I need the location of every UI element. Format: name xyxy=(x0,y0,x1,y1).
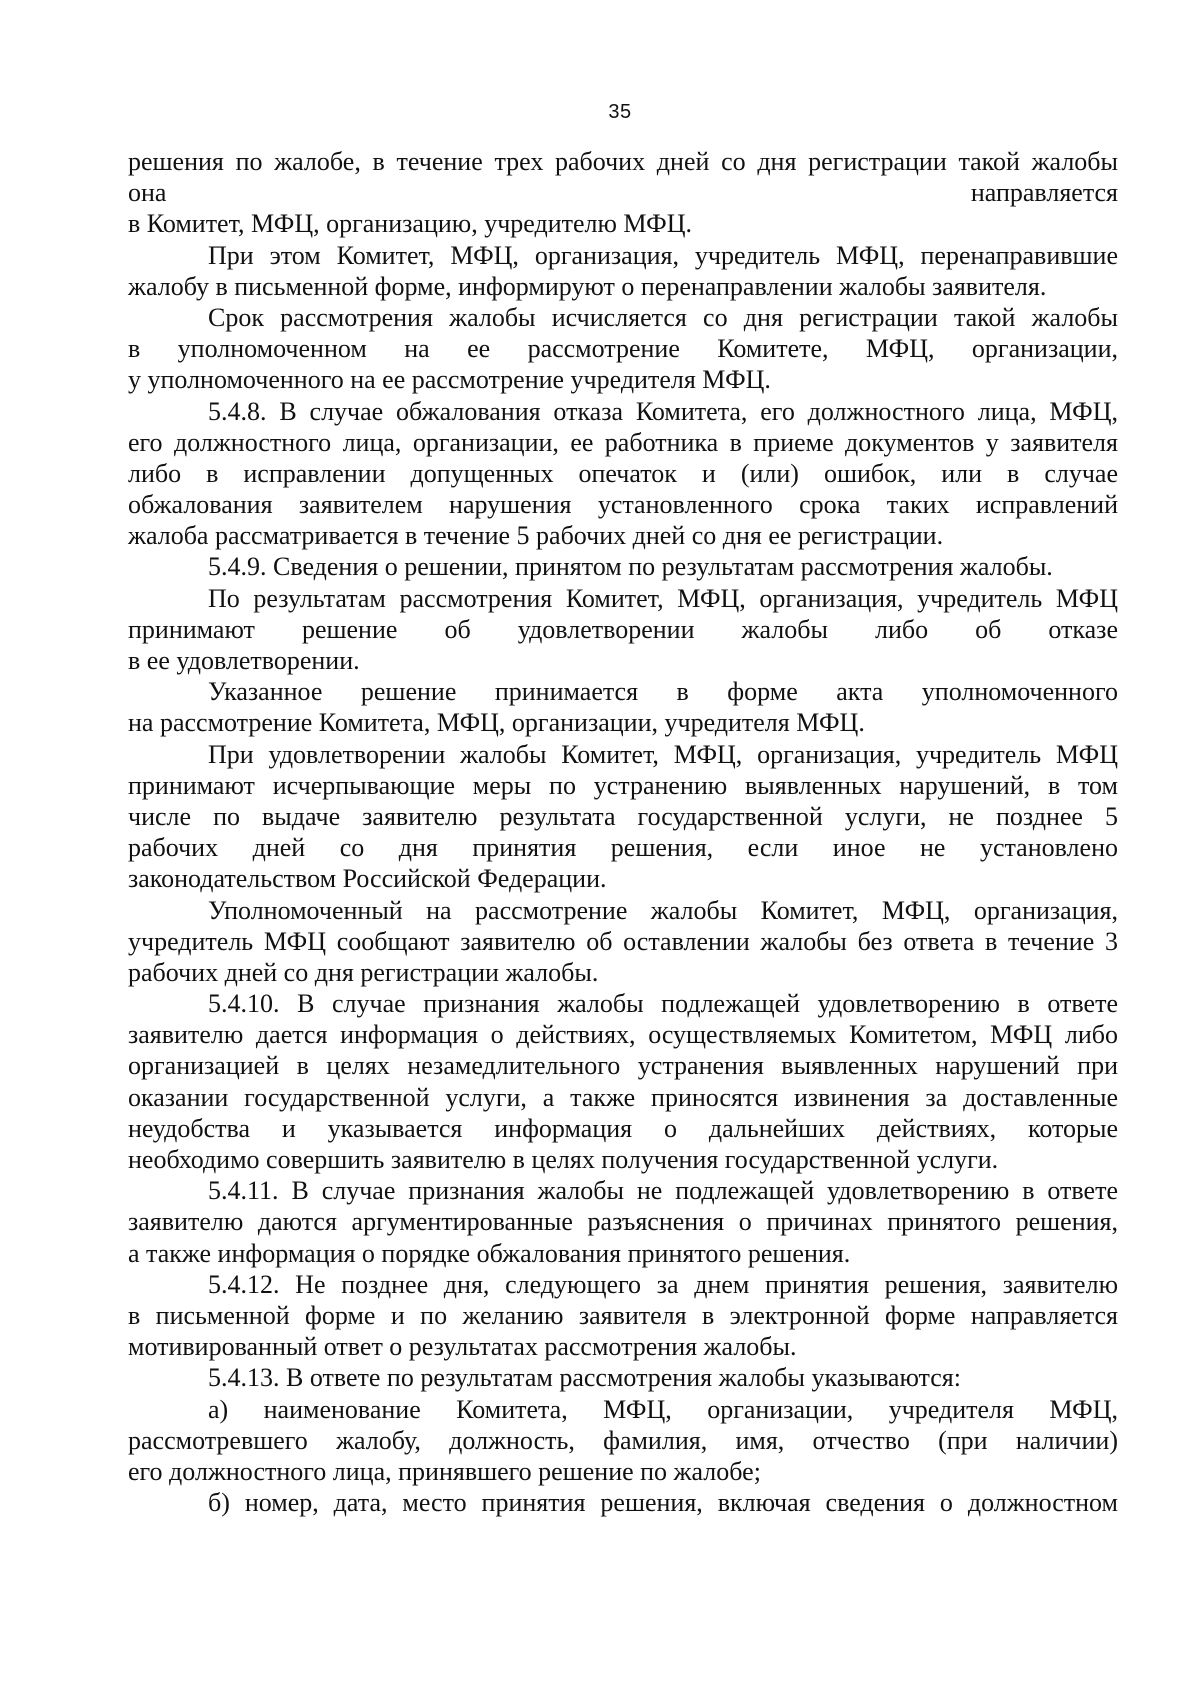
text-line: рассмотревшего жалобу, должность, фамилия, имя, отчество (при наличии) xyxy=(128,1425,1118,1455)
text-line: на рассмотрение Комитета, МФЦ, организации, учредителя МФЦ. xyxy=(128,708,865,738)
text-line: в Комитет, МФЦ, организацию, учредителю МФЦ. xyxy=(128,209,693,239)
text-line: в письменной форме и по желанию заявителя в электронной форме направляется xyxy=(128,1300,1118,1330)
text-line: оказании государственной услуги, а также приносятся извинения за доставленные xyxy=(128,1082,1118,1112)
text-line: заявителю даются аргументированные разъяснения о причинах принятого решения, xyxy=(128,1207,1118,1237)
text-line: 5.4.13. В ответе по результатам рассмотрения жалобы указываются: xyxy=(208,1363,961,1393)
text-line: его должностного лица, принявшего решение по жалобе; xyxy=(128,1456,761,1486)
text-line: обжалования заявителем нарушения установленного срока таких исправлений xyxy=(128,490,1118,520)
text-line: у уполномоченного на ее рассмотрение учредителя МФЦ. xyxy=(128,365,771,395)
text-line: в ее удовлетворении. xyxy=(128,646,360,675)
text-line: б) номер, дата, место принятия решения, включая сведения о должностном xyxy=(208,1488,1118,1518)
text-line: Указанное решение принимается в форме акта уполномоченного xyxy=(208,677,1118,707)
text-line: а) наименование Комитета, МФЦ, организации, учредителя МФЦ, xyxy=(208,1394,1118,1424)
text-line: Уполномоченный на рассмотрение жалобы Комитет, МФЦ, организация, xyxy=(208,895,1118,925)
document-body xyxy=(128,146,1118,1518)
text-line: неудобства и указывается информация о дальнейших действиях, которые xyxy=(128,1113,1118,1143)
text-line: Срок рассмотрения жалобы исчисляется со дня регистрации такой жалобы xyxy=(208,302,1118,332)
text-line: жалоба рассматривается в течение 5 рабочих дней со дня ее регистрации. xyxy=(128,521,944,551)
text-line: При этом Комитет, МФЦ, организация, учредитель МФЦ, перенаправившие xyxy=(208,240,1118,270)
text-line: она направляется xyxy=(128,178,1118,208)
text-line: законодательством Российской Федерации. xyxy=(128,864,607,894)
text-line: жалобу в письменной форме, информируют о перенаправлении жалобы заявителя. xyxy=(128,271,1047,301)
text-line: в уполномоченном на ее рассмотрение Комитете, МФЦ, организации, xyxy=(128,334,1118,364)
text-line: По результатам рассмотрения Комитет, МФЦ, организация, учредитель МФЦ xyxy=(208,583,1118,613)
text-line: рабочих дней со дня регистрации жалобы. xyxy=(128,957,599,987)
text-line: а также информация о порядке обжалования принятого решения. xyxy=(128,1238,851,1268)
text-line: мотивированный ответ о результатах рассмотрения жалобы. xyxy=(128,1332,797,1362)
text-line: 5.4.8. В случае обжалования отказа Комитета, его должностного лица, МФЦ, xyxy=(208,396,1118,426)
text-line: заявителю дается информация о действиях, осуществляемых Комитетом, МФЦ либо xyxy=(128,1020,1118,1050)
page-number: 35 xyxy=(608,101,632,123)
text-line: учредитель МФЦ сообщают заявителю об оставлении жалобы без ответа в течение 3 xyxy=(128,926,1118,956)
text-line: 5.4.9. Сведения о решении, принятом по результатам рассмотрения жалобы. xyxy=(208,552,1053,582)
text-line: его должностного лица, организации, ее работника в приеме документов у заявителя xyxy=(128,427,1118,457)
text-line: необходимо совершить заявителю в целях получения государственной услуги. xyxy=(128,1145,999,1174)
text-line: 5.4.12. Не позднее дня, следующего за днем принятия решения, заявителю xyxy=(208,1269,1118,1299)
text-line: рабочих дней со дня принятия решения, если иное не установлено xyxy=(128,833,1118,863)
text-line: принимают решение об удовлетворении жалобы либо об отказе xyxy=(128,614,1118,644)
text-line: При удовлетворении жалобы Комитет, МФЦ, организация, учредитель МФЦ xyxy=(208,739,1118,769)
text-line: принимают исчерпывающие меры по устранению выявленных нарушений, в том xyxy=(128,770,1118,800)
text-line: либо в исправлении допущенных опечаток и (или) ошибок, или в случае xyxy=(128,458,1118,488)
text-line: организацией в целях незамедлительного устранения выявленных нарушений при xyxy=(128,1051,1118,1081)
text-line: 5.4.10. В случае признания жалобы подлежащей удовлетворению в ответе xyxy=(208,989,1118,1019)
text-line: числе по выдаче заявителю результата государственной услуги, не позднее 5 xyxy=(128,801,1118,831)
text-line: 5.4.11. В случае признания жалобы не подлежащей удовлетворению в ответе xyxy=(208,1176,1118,1206)
text-line: решения по жалобе, в течение трех рабочих дней со дня регистрации такой жалобы xyxy=(128,147,1118,176)
